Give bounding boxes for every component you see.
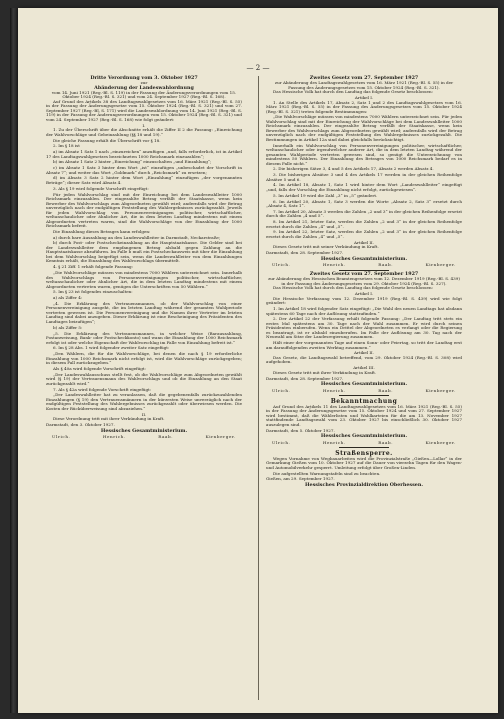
left-column — [46, 76, 242, 440]
paragraph: 6. Im Artikel 20, Absatz 1, Satz 3 werden die Worte „Absatz 2, Satz 3“ ersetzt durch „Absatz 4, Satz 1“. — [266, 198, 462, 209]
paragraph: 4. § 21 Ziff. 1 erhält folgende Fassung: — [53, 264, 133, 270]
centered-line: Artikel II. — [354, 350, 374, 356]
column-divider — [258, 76, 259, 700]
right-column — [266, 76, 462, 488]
signatory-name: Kirnberger. — [425, 439, 456, 445]
paragraph: „Die Wahlvorschläge müssen von mindestens 7000 Wählern unterzeichnet sein. Innerhalb des Wahlvorschlags von Personenvereinigungen politischer, wirtschaftlicher, weltanschaulicher oder ähnlicher Art, die in dem letzten Landtag mindestens mit einem Abgeordneten vertreten waren, genügen die Unterschriften von 50 Wählern.“ — [46, 270, 242, 289]
paragraph: Auf Grund des Artikels 38 des Landtagswahlgesetzes vom 16. März 1921 (Reg.-Bl. S. 55) in der Fassung der Änderungsgesetze vom 15. Oktober 1924 (Reg.-Bl. S. 321) und vom 27. September 1927 (Reg.-Bl. S. 171) wird die Landeswahlordnung vom 14. Juni 1921 (Reg.-Bl. S. 119) in der Fassung der Änderungsverordnungen vom 15. Oktober 1924 (Reg.-Bl. S. 321) und vom 24. September 1927 (Reg.-Bl. S. 168) wie folgt geändert: — [46, 98, 242, 122]
section-heading: Hessisches Gesamtministerium. — [320, 433, 408, 440]
paragraph: „5. Die Erklärung des Vertrauensmannes, in welcher Weise (Barauszahlung, Postanweisung, Bank- oder Postscheckkonto) und wann die Einzahlung der 1000 Reichsmark erfolgt ist oder welche Eigenschaft der Wahlvorschlag im Falle von Einzahlung befreit ist.“ — [46, 330, 242, 345]
paragraph: 5. Im § 23 ist folgendes einzuschalten: — [53, 289, 133, 295]
signature-line — [272, 441, 456, 446]
section-heading: Dritte Verordnung vom 3. Oktober 1927 — [90, 75, 198, 81]
paragraph: 2. Die bisherigen Sätze 3, 4 und 5 des Artikels 17, Absatz 2 werden Absatz 4. — [273, 166, 434, 172]
paragraph: Wegen Vornahme von Wegbauarbeiten wird die Provinzialstraße „Gießen—Lollar“ in der Gemarkung Gießen vom 10. Oktober 1927 auf die Dauer von vierzehn Tagen für den Wagen- und Automobilverkehr gesperrt. Umleitung erfolgt über Großen-Linden. — [266, 455, 462, 470]
section-heading: Hessisches Gesamtministerium. — [100, 427, 188, 434]
signatory-name: Ulrich. — [272, 387, 291, 393]
paragraph: 1. An Stelle des Artikels 17, Absatz 2, Satz 1 und 2 des Landtagswahlgesetzes vom 16. März 1921 (Reg.-Bl. S. 55) in der Fassung des Änderungsgesetzes vom 15. Oktober 1924 (Reg.-Bl. S. 321) treten folgende Bestimmungen: — [266, 99, 462, 114]
paragraph: 3. Die bisherigen Absätze 3 und 4 des Artikels 17 werden in der gleichen Reihenfolge Absätze 5 und 6. — [266, 172, 462, 182]
signatory-name: Henrich. — [322, 439, 346, 445]
centered-line: zur Abänderung des Hessischen Beamtengesetzes vom 12. Dezember 1919 (Reg.-Bl. S. 439) in der Fassung des Änderungsgesetzes vom 29. Oktober 1924 (Reg.-Bl. S. 327). — [268, 276, 460, 286]
section-rule — [339, 447, 389, 448]
date-line: Darmstadt, den 5. Oktober 1927. — [266, 427, 335, 433]
paragraph: Für jeden Wahlvorschlag sind mit der Einreichung bei dem Landeswahlleiter 1000 Reichsmark einzuzahlen. Der eingezahlte Betrag verfällt der Staatskasse, wenn kein Bewerber des Wahlvorschlags zum Abgeordneten gewählt wird; andernfalls wird der Betrag unverzüglich nach der endgültigen Feststellung des Wahlergebnisses zurückgezahlt. Jeweils für jeden Wahlvorschlag von Personenvereinigungen politischer, wirtschaftlicher, weltanschaulicher oder ähnlicher Art, die in dem letzten Landtag mindestens mit einem Abgeordneten vertreten waren, sind die Wahlvorschläge von der Einzahlung der 1000 Reichsmark befreit. — [46, 191, 242, 229]
page-number: — 2 — — [246, 64, 270, 72]
paragraph: Das Gesetz, die Landtagswahl betreffend, vom 29. Oktober 1924 (Reg.-Bl. S. 308) wird aufgehoben. — [266, 354, 462, 365]
signatory-name: Henrich. — [322, 387, 346, 393]
signatory-name: Kirnberger. — [205, 433, 236, 439]
paragraph: Diese Verordnung tritt mit ihrer Verkündung in Kraft. — [53, 416, 165, 422]
signatory-name: Raab. — [378, 439, 394, 445]
paragraph: Das Hessische Volk hat durch den Landtag das folgende Gesetz beschlossen: — [273, 89, 433, 95]
paragraph: 7. Als § 42a wird folgende Vorschrift eingefügt: — [53, 386, 152, 392]
paragraph: 2. Der Artikel 22 der Verfassung erhält folgende Fassung: „Der Landtag tritt stets ein erstes Mal spätestens am 30. Tage nach der Wahl zusammen. Er wird durch seinen Präsidenten einberufen. Wenn ein Drittel der Abgeordneten es verlangt oder die Regierung es beantragt, ist er alsbald einzuberufen. Im Falle der Auflösung am 30. Tag nach der Neuwahl am Sitze der Landesregierung zusammen. — [266, 316, 462, 340]
book-binding — [10, 8, 18, 713]
section-heading: Abänderung der Landeswahlordnung — [94, 84, 194, 91]
centered-line: Artikel I. — [354, 95, 374, 100]
paragraph: „Der Landeswahlausschuss stellt fest, ob die Wahlvorschläge zum Abgeordneten gewählt wird (§ 19) der Vertrauensmann des Wahlvorschlags und ob die Einzahlung an den Staat zurückgezahlt wird.“ — [46, 371, 242, 386]
signatory-name: Ulrich. — [52, 433, 71, 439]
paragraph: 8. Im Artikel 21, letzter Satz, werden die Zahlen „2 und 3“ in der gleichen Reihenfolge ersetzt durch die Zahlen „4“ und „5“. — [266, 219, 462, 229]
signature-line — [272, 389, 456, 394]
signatory-name: Henrich. — [322, 262, 346, 268]
paragraph: Die gleiche Fassung erhält die Überschrift vor § 18. — [53, 137, 161, 143]
paragraph: Hält einer der vorgenannten Tage auf einen Sonn- oder Feiertag, so tritt der Landtag erst am darauffolgenden zweiten Werktag zusammen.“ — [266, 340, 462, 350]
paragraph: 1. Zu der Überschrift über die Abschnitte erhält die Ziffer II 2 die Fassung: „Einreichung der Wahlvorschläge und Gebeinzahlung (§§ 18 und 19).“ — [46, 127, 242, 137]
signatory-name: Ulrich. — [272, 262, 291, 268]
signatory-name: Kirnberger. — [425, 387, 456, 393]
centered-line: Artikel III. — [353, 365, 375, 371]
section-heading: Hessisches Gesamtministerium. — [320, 255, 408, 262]
centered-line: zur — [140, 80, 148, 86]
paragraph: 2. Im § 18 ist — [53, 143, 80, 149]
paragraph: Die Einzahlung dieses Betrages kann erfolgen: — [53, 228, 151, 234]
section-rule — [339, 270, 389, 271]
centered-line: Artikel II. — [354, 239, 374, 245]
date-line: Darmstadt, den 3. Oktober 1927. — [46, 421, 115, 427]
notice-title: Straßensperre. — [335, 449, 393, 457]
paragraph: Auf Grund des Artikels 11 des Landtagswahlgesetzes vom 16. März 1921 (Reg.-Bl. S. 55) in der Fassung der Änderungsgesetze vom 15. Oktober 1924 und vom 27. September 1927 wird bestimmt, daß die Wählerlisten und Wahlkarteien für die am 13. November 1927 stattfindende Landtagswahl vom 23. Oktober 1927 bis einschließlich 30. Oktober 1927 auszulegen sind. — [266, 403, 462, 427]
section-rule — [339, 395, 389, 396]
centered-line: zur Abänderung des Landtagswahlgesetzes vom 16. März 1921 (Reg.-Bl. S. 55) in der Fassung des Änderungsgesetzes vom 15. Oktober 1924 (Reg.-Bl. S. 321). — [274, 80, 454, 90]
paragraph: 1. Im Artikel 18 wird folgender Satz eingefügt: „Die Wahl des neuen Landtags hat alsdann spätestens 60 Tage nach der Auflösung stattzufinden.“ — [266, 306, 462, 316]
paragraph: b) im Absatz 1 Satz 2 hinter „Einreichung“ einzuschalten „und Einzahlung“; — [53, 159, 212, 165]
section-heading: Hessisches Gesamtministerium. — [320, 381, 408, 388]
paragraph: 5. Im Artikel 19 wird die Zahl „3“ in „5“ geändert. — [273, 192, 378, 198]
signatory-name: Raab. — [378, 262, 394, 268]
signatory-name: Henrich. — [102, 433, 126, 439]
signature-line — [52, 435, 236, 440]
paragraph: „Die Wahlvorschläge müssen von mindestens 7000 Wählern unterzeichnet sein. Für jeden Wahlvorschlag sind mit der Einreichung der Wahlvorschläge bei dem Landeswahlleiter 1000 Reichsmark einzuzahlen. Der eingezahlte Betrag verfällt der Staatskasse, wenn kein Bewerber des Wahlvorschlags zum Abgeordneten gewählt wird; andernfalls wird der Betrag unverzüglich nach der endgültigen Feststellung des Wahlergebnisses zurückgezahlt. Die Bestimmungen in Artikel 12a sind dabei gleichfalls berücksichtigt. — [266, 114, 462, 142]
signatory-name: Raab. — [158, 433, 174, 439]
paragraph: Die Hessische Verfassung vom 12. Dezember 1919 (Reg.-Bl. S. 439) wird wie folgt geändert: — [266, 295, 462, 306]
paragraph: b) durch Post- oder Postscheckeinzahlung an die Hauptstaatskasse. Die Gelder sind bei der Landeswahlleiter dem empfangenen Betrag alsbald gegen Zahlung an die Hauptstaatskasse abzuführen. Im Falle b muß ein Postscheckausweis mit über die Einzahlung bei dem Wahlvorschlag beigefügt sein, wenn die Landeswahlleiter von dem Einzahlungen Kenntnis erhält, die Einzahlung des Wahlvorschlags übermittelt. — [46, 240, 242, 264]
paragraph: 7. Im Artikel 20, Absatz 3 werden die Zahlen „2 und 3“ in der gleichen Reihenfolge ersetzt durch die Zahlen „4 und 5“. — [266, 208, 462, 219]
paragraph: Dieses Gesetz tritt mit seiner Verkündung in Kraft. — [273, 244, 379, 250]
paragraph: „Den Wählern, die für die Wahlvorschläge, bei denen die nach § 19 erforderliche Einzahlung von 1000 Reichsmark nicht erfolgt ist, wird die Wahlvorschläge zurückgegeben; in diesem Fall zurückzugeben.“ — [46, 351, 242, 366]
paragraph: c) im Absatz 1 Satz 3 hinter dem Wort „ist“ einzufügen „unbeschadet der Vorschrift in Absatz 7“; und weiter das Wort „Goldmark“ durch „Reichsmark“ zu ersetzen; — [46, 165, 242, 175]
date-line: Gießen, am 29. September 1927. — [266, 476, 335, 482]
paragraph: a) als Ziffer 4: — [53, 295, 83, 301]
paragraph: 6. Im § 28 Abs. 1 wird folgender zweiter Satz eingefügt: — [53, 345, 170, 351]
date-line: Darmstadt, den 28. September 1927. — [266, 250, 344, 256]
section-heading: Zweites Gesetz vom 27. September 1927 — [309, 271, 419, 278]
centered-line: II. — [141, 411, 147, 417]
paragraph: 9. Im Artikel 22, letzter Satz, werden die Zahlen „2 und 3“ in der gleichen Reihenfolge ersetzt durch die Zahlen „4“ und „5“. — [266, 229, 462, 239]
paragraph: Die aufgestellten Warnungstafeln sind zu beachten. — [273, 470, 381, 476]
paragraph: 3. Als § 19 wird folgende Vorschrift eingefügt: — [53, 185, 149, 191]
section-heading: Hessisches Provinzialdirektion Oberhessen. — [305, 482, 423, 489]
signatory-name: Kirnberger. — [425, 262, 456, 268]
paragraph: a) im Absatz 1 Satz 1 nach „einzureichen“ anzufügen „und, falls erforderlich, ist in Artikel 17 des Landtagswahlgesetzes bezeichneten 1000 Reichsmark einzuzahlen“; — [46, 149, 242, 159]
signatory-name: Raab. — [378, 387, 394, 393]
centered-line: I. — [142, 122, 146, 128]
paragraph: Als § 40a wird folgende Vorschrift eingefügt: — [53, 365, 146, 371]
paragraph: a) durch bare Auszahlung an den Landeswahlleiter in Darmstadt, Neckarstraße; — [53, 234, 221, 240]
paragraph: b) als Ziffer 5: — [53, 324, 83, 330]
centered-line: Artikel I. — [354, 291, 374, 297]
signature-line — [272, 263, 456, 268]
paragraph: Das Hessische Volk hat durch den Landtag das folgende Gesetz beschlossen: — [273, 285, 433, 291]
paragraph: 4. Im Artikel 18, Absatz 1, Satz 1 wird hinter dem Wort „Landeswahlleiter“ eingefügt „und, falls der Vorschlag die Einzahlung nicht erfolgt, zurückgewiesen“. — [266, 182, 462, 192]
document-page — [18, 8, 498, 713]
paragraph: d) im Absatz 3 Satz 2 hinter dem Wort „Einzahlung“ einzufügen „der vorgenannten Beträge“; dieser Satz wird Absatz 4. — [46, 175, 242, 185]
paragraph: „4. Die Erklärung des Vertrauensmannes, ob der Wahlvorschlag von einer Personenvereinigung ausgeht, die im letzten Landtag während der gesamten Wahlperiode vertreten gewesen ist. Die Personenvereinigung und die Namen ihrer Vertreter im letzten Landtag sind dabei anzugeben. Dieser Erklärung ist eine Bescheinigung des Präsidenten des Landtages beizufügen“; — [46, 300, 242, 324]
notice-title: Bekanntmachung — [330, 397, 398, 405]
paragraph: Dieses Gesetz tritt mit ihrer Verkündung in Kraft. — [273, 369, 377, 375]
centered-line: vom 14. Juni 1921 (Reg.-Bl. S. 119) in der Fassung der Änderungsverordnungen vom 15. Oktober 1924 (Reg.-Bl. S. 321) und vom 24. September 1927 (Reg.-Bl. S. 168). — [51, 89, 237, 100]
section-heading: Zweites Gesetz vom 27. September 1927 — [309, 75, 419, 81]
paragraph: Innerhalb ein Wahlvorschlag von Personenvereinigungen politischer, wirtschaftlicher, weltanschaulicher oder irgendwelcher anderer Art, die in dem letzten Landtag während der gesamten Wahlperiode vertreten gewesen sind, so genügt die Unterzeichnung von mindestens 50 Wählern. Der Einzahlung des Betrages von 1000 Reichsmark bedarf es in diesem Falle nicht.“ — [266, 142, 462, 166]
signatory-name: Ulrich. — [272, 439, 291, 445]
date-line: Darmstadt, den 28. September 1927. — [266, 375, 344, 381]
paragraph: „Der Landeswahlleiter hat zu veranlassen, daß die gegebenenfalls zurückzuzahlenden Einzahlungen (§ 19) den Vertrauensmännern in der kürzesten Weise unverzüglich nach der endgültigen Feststellung des Wahlergebnisses zurückgezahlt oder überwiesen werden. Die Kosten der Rücküberweisung sind abzuziehen.“ — [46, 392, 242, 411]
